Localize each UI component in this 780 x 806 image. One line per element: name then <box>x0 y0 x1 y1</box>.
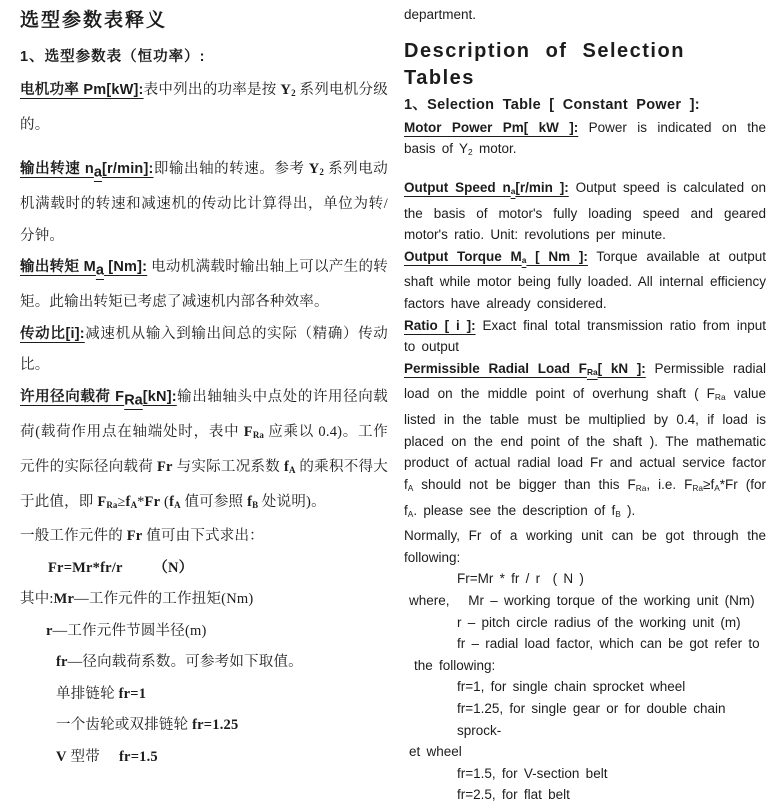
fr-value-single-chain-zh-run: 单排链轮 <box>56 685 119 702</box>
para-radial-load-zh-run: 许用径向载荷 F <box>20 388 125 405</box>
para-ratio-en <box>404 315 766 358</box>
para-output-torque-en-run: [ Nm ]: <box>526 248 588 264</box>
def-r-zh-run: r <box>46 622 53 639</box>
def-r-zh-run: —工作元件节圆半径(m) <box>52 622 207 639</box>
formula-fr-zh-run <box>123 560 154 576</box>
para-radial-load-zh-run: F <box>243 424 253 441</box>
para-radial-load-en-run: ). <box>620 502 636 518</box>
fr-value-vbelt-zh-run: fr=1.5 <box>119 748 158 765</box>
para-motor-power-zh-run: 表中列出的功率是按 <box>143 82 281 98</box>
para-department-en-run: department. <box>404 7 477 22</box>
para-radial-load-en-run: A <box>407 508 414 519</box>
para-output-torque-zh-run: 电动机满载时输出轴上可以产生的转矩。此输出转矩已考虑了减速机内部各种效率。 <box>20 259 388 311</box>
para-output-speed-zh-run: 即输出轴的转速。参考 <box>153 161 309 178</box>
fr-value-gear-cont-en <box>404 741 766 763</box>
para-output-torque-en-run: Torque available at output shaft while motor being fully loaded. All internal efficiency factors have already considered. <box>404 248 767 311</box>
para-radial-load-zh-run: 处说明)。 <box>258 493 326 510</box>
def-fr-cont-en-run: the following: <box>414 657 496 673</box>
para-output-torque-en <box>404 246 766 315</box>
para-radial-load-zh-run: Ra <box>106 499 118 510</box>
def-mr-zh-run: 其中: <box>20 591 54 608</box>
para-output-speed-zh-run: a <box>93 164 102 181</box>
para-radial-load-en-run: value listed in the table must be multiplied by 0.4, if load is placed on the end point of the shaft ). The mathematic product of actual radial load Fr and actual service factor f <box>404 386 766 492</box>
doc-title-zh <box>20 6 388 36</box>
para-output-speed-zh-run: 2 <box>319 167 324 178</box>
def-mr-zh <box>20 584 388 616</box>
para-radial-load-zh-run: f <box>247 493 253 510</box>
para-radial-load-zh-run: 与实际工况系数 <box>172 458 284 475</box>
para-radial-load-en-run: A <box>407 482 414 493</box>
para-output-torque-zh-run: [Nm]: <box>103 259 148 276</box>
para-output-speed-zh-run: 输出转速 n <box>20 161 94 178</box>
para-normally-en-run: Normally, Fr of a working unit can be got through the following: <box>404 528 766 565</box>
para-output-speed-en-run: Output Speed n <box>404 179 511 195</box>
fr-value-single-chain-zh <box>20 679 388 711</box>
para-output-torque-en-run: a <box>521 254 527 265</box>
doc-title-en-run: Description of Selection Tables <box>404 39 685 89</box>
para-output-speed-zh-run: Y <box>308 161 320 178</box>
para-radial-load-en-run: , i.e. F <box>646 476 693 492</box>
para-radial-load-zh-run: A <box>174 499 181 510</box>
fr-value-gear-en <box>404 698 766 741</box>
para-radial-load-zh-run: f <box>283 458 289 475</box>
fr-value-single-chain-zh-run: fr=1 <box>118 685 147 702</box>
para-radial-load-zh-run: 的乘积不得大于此值，即 <box>20 458 389 510</box>
para-motor-power-en <box>404 117 766 164</box>
formula-fr-en-run: Fr=Mr * fr / r ( N ) <box>457 571 584 587</box>
para-radial-load-en-run: Permissible Radial Load F <box>404 360 587 376</box>
fr-value-single-chain-en-run: fr=1, for single chain sprocket wheel <box>457 679 686 695</box>
def-where-mr-en-run: where, Mr – working torque of the working unit (Nm) <box>409 593 755 609</box>
para-radial-load-zh-run: Fr <box>144 493 161 510</box>
para-radial-load-zh-run: A <box>130 499 138 510</box>
fr-value-vbelt-zh <box>20 742 388 774</box>
para-radial-load-zh-run: F <box>97 493 107 510</box>
para-ratio-en-run: Exact final total transmission ratio from input to output <box>404 317 767 355</box>
def-r-en <box>404 612 766 634</box>
para-radial-load-zh-run: B <box>252 499 259 510</box>
para-radial-load-zh-run: 输出轴轴头中点处的许用径向载荷(载荷作用点在轴端处时，表中 <box>20 388 388 441</box>
para-department-en <box>404 4 766 26</box>
left-column-chinese <box>20 6 388 773</box>
para-output-torque-zh-run: a <box>95 262 104 279</box>
fr-value-gear-zh <box>20 710 388 742</box>
def-r-en-run: r – pitch circle radius of the working unit (m) <box>457 614 741 630</box>
fr-value-vbelt-en-run: fr=1.5, for V-section belt <box>457 765 608 781</box>
para-output-speed-zh <box>20 154 388 252</box>
para-radial-load-zh-run: f <box>169 493 175 510</box>
para-radial-load-zh-run: Ra <box>252 430 264 441</box>
para-ratio-zh <box>20 319 388 382</box>
para-radial-load-zh <box>20 382 388 521</box>
fr-value-vbelt-en <box>404 763 766 785</box>
def-fr-zh <box>20 647 388 679</box>
para-motor-power-zh-run: 2 <box>291 88 296 99</box>
fr-value-gear-en-run: fr=1.25, for single gear or for double chain sprock- <box>457 700 732 738</box>
section-heading-zh <box>20 42 388 72</box>
para-radial-load-zh-run: [kN]: <box>142 388 177 405</box>
section-heading-en-run: 1、Selection Table [ Constant Power ]: <box>404 96 700 113</box>
para-radial-load-en-run: Ra <box>586 366 598 377</box>
para-radial-load-en-run: Permissible radial load on the middle point of overhung shaft ( F <box>404 360 766 402</box>
formula-fr-zh <box>20 553 388 585</box>
para-radial-load-en-run: *Fr (for f <box>404 476 766 518</box>
para-motor-power-en-run: 2 <box>468 147 473 158</box>
para-radial-load-en-run: should not be bigger than this F <box>413 476 636 492</box>
fr-value-gear-cont-en-run: et wheel <box>409 744 462 760</box>
para-radial-load-en-run: . please see the description of f <box>413 502 616 518</box>
para-radial-load-en-run: Ra <box>692 482 704 493</box>
fr-value-vbelt-zh-run: 型带 <box>66 748 120 765</box>
para-motor-power-zh-run: 系列电机分级的。 <box>20 82 388 133</box>
para-radial-load-zh-run: f <box>125 493 131 510</box>
fr-value-single-chain-en <box>404 676 766 698</box>
para-radial-load-zh-run: 值可参照 <box>180 493 248 510</box>
para-radial-load-zh-run: A <box>288 465 296 476</box>
right-column-english <box>404 4 766 806</box>
def-fr-zh-run: —径向载荷系数。可参考如下取值。 <box>67 654 303 671</box>
doc-title-zh-run: 选型参数表释义 <box>20 10 168 31</box>
para-radial-load-en-run: Ra <box>714 392 726 403</box>
para-motor-power-en-run: motor. <box>472 141 517 157</box>
para-radial-load-zh-run: Ra <box>124 392 143 409</box>
def-fr-zh-run: fr <box>56 654 68 671</box>
formula-fr-en <box>404 568 766 590</box>
para-motor-power-zh-run: 电机功率 Pm[kW]: <box>20 82 144 98</box>
para-ratio-zh-run: 传动比[i]: <box>20 325 85 342</box>
para-output-torque-en-run: Output Torque M <box>404 248 522 264</box>
para-radial-load-zh-run: ≥ <box>117 493 126 510</box>
line-fr-intro-zh <box>20 521 388 553</box>
section-heading-zh-run: 1、选型参数表（恒功率）: <box>20 49 206 65</box>
para-output-speed-en-run: Output speed is calculated on the basis of motor's fully loading speed and geared motor's ratio. Unit: revolutions per minute. <box>404 179 766 243</box>
para-ratio-en-run: Ratio [ i ]: <box>404 317 476 333</box>
para-normally-en <box>404 525 766 568</box>
def-fr-en-run: fr – radial load factor, which can be got refer to <box>457 636 760 652</box>
section-heading-en <box>404 94 766 117</box>
def-where-mr-en <box>404 590 766 612</box>
para-radial-load-en-run: Ra <box>635 482 647 493</box>
para-radial-load-en-run: A <box>714 482 720 493</box>
para-radial-load-zh-run: * <box>137 493 145 510</box>
para-motor-power-zh-run: Y <box>280 82 292 98</box>
para-output-speed-en-run: [r/min ]: <box>515 179 569 195</box>
para-motor-power-zh <box>20 75 388 141</box>
para-motor-power-en-run: Power is indicated on the basis of Y <box>404 119 766 157</box>
def-mr-zh-run: —工作元件的工作扭矩(Nm) <box>74 591 254 608</box>
para-ratio-zh-run: 减速机从输入到输出间总的实际（精确）传动比。 <box>20 325 388 374</box>
fr-value-flatbelt-en <box>404 784 766 806</box>
fr-value-vbelt-zh-run: V <box>56 748 67 765</box>
para-radial-load-zh-run: 应乘以 0.4)。工作元件的实际径向载荷 <box>20 424 388 475</box>
para-radial-load-en <box>404 358 766 525</box>
para-radial-load-en-run: ≥f <box>703 476 715 492</box>
def-r-zh <box>20 616 388 648</box>
para-motor-power-en-run: Motor Power Pm[ kW ]: <box>404 119 579 135</box>
line-fr-intro-zh-run: Fr <box>126 528 143 545</box>
para-radial-load-zh-run: Fr <box>156 458 173 475</box>
formula-fr-zh-run: （N） <box>153 559 194 576</box>
para-radial-load-zh-run: ( <box>160 493 170 510</box>
para-output-speed-zh-run: [r/min]: <box>102 161 154 178</box>
fr-value-flatbelt-en-run: fr=2.5, for flat belt <box>457 787 570 803</box>
para-output-speed-zh-run: 系列电动机满载时的转速和减速机的传动比计算得出，单位为转/分钟。 <box>20 161 389 244</box>
para-output-torque-zh <box>20 252 388 319</box>
fr-value-gear-zh-run: 一个齿轮或双排链轮 <box>56 717 193 734</box>
doc-title-en <box>404 38 766 92</box>
para-output-speed-en-run: a <box>510 185 516 196</box>
para-radial-load-en-run: B <box>615 508 621 519</box>
line-fr-intro-zh-run: 值可由下式求出： <box>142 528 264 545</box>
para-output-torque-zh-run: 输出转矩 M <box>20 259 96 276</box>
def-mr-zh-run: Mr <box>53 591 75 608</box>
def-fr-cont-en <box>404 655 766 677</box>
def-fr-en <box>404 633 766 655</box>
line-fr-intro-zh-run: 一般工作元件的 <box>20 528 127 545</box>
formula-fr-zh-run: Fr=Mr*fr/r <box>48 559 123 576</box>
para-output-speed-en <box>404 177 766 246</box>
fr-value-gear-zh-run: fr=1.25 <box>192 717 239 734</box>
para-radial-load-en-run: [ kN ]: <box>597 360 646 376</box>
